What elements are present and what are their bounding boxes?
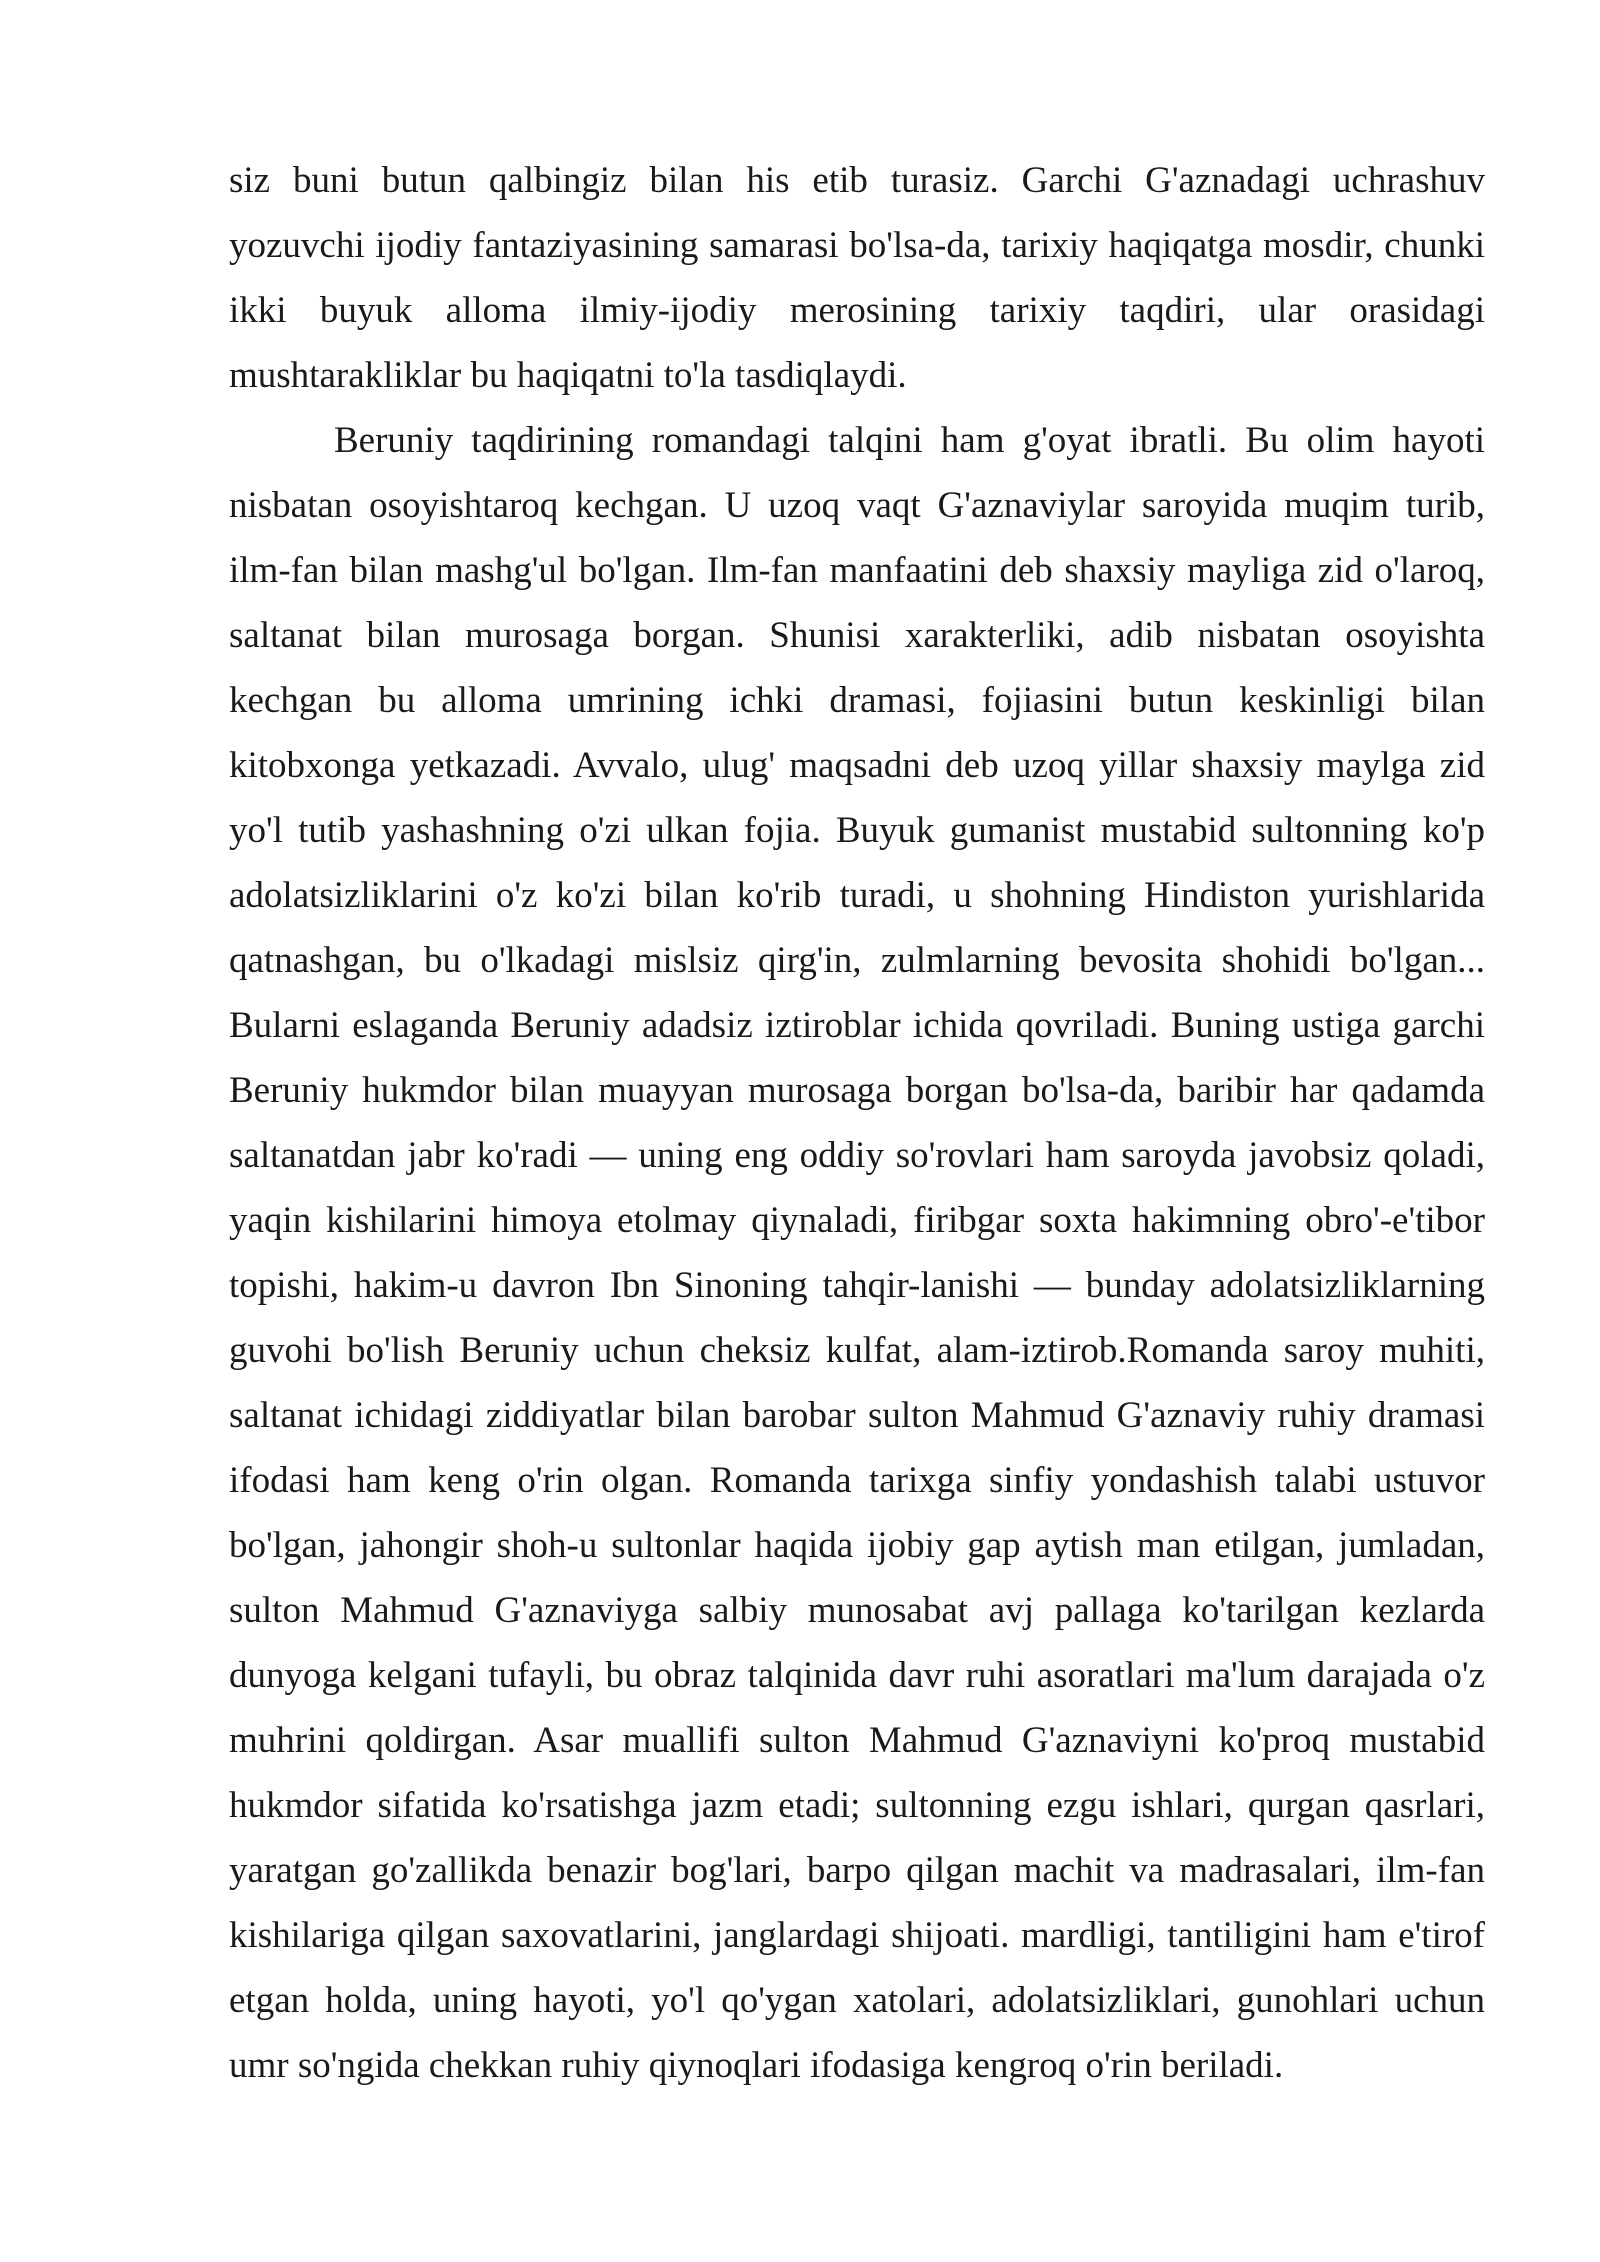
document-body [229,148,1485,2098]
paragraph-continuation: siz buni butun qalbingiz bilan his etib turasiz. Garchi G'aznadagi uchrashuv yozuvchi ijodiy fantaziyasining samarasi bo'lsa-da, tarixiy haqiqatga mosdir, chunki ikki buyuk alloma ilmiy-ijodiy merosining tarixiy taqdiri, ular orasidagi mushtarakliklar bu haqiqatni to'la tasdiqlaydi. [229,160,1485,396]
paragraph-beruniy: Beruniy taqdirining romandagi talqini ham g'oyat ibratli. Bu olim hayoti nisbatan osoyishtaroq kechgan. U uzoq vaqt G'aznaviylar saroyida muqim turib, ilm-fan bilan mashg'ul bo'lgan. Ilm-fan manfaatini deb shaxsiy mayliga zid o'laroq, saltanat bilan murosaga borgan. Shunisi xarakterliki, adib nisbatan osoyishta kechgan bu alloma umrining ichki dramasi, fojiasini butun keskinligi bilan kitobxonga yetkazadi. Avvalo, ulug' maqsadni deb uzoq yillar shaxsiy maylga zid yo'l tutib yashashning o'zi ulkan fojia. Buyuk gumanist mustabid sultonning ko'p adolatsizliklarini o'z ko'zi bilan ko'rib turadi, u shohning Hindiston yurishlarida qatnashgan, bu o'lkadagi mislsiz qirg'in, zulmlarning bevosita shohidi bo'lgan... Bularni eslaganda Beruniy adadsiz iztiroblar ichida qovriladi. Buning ustiga garchi Beruniy hukmdor bilan muayyan murosaga borgan bo'lsa-da, baribir har qadamda saltanatdan jabr ko'radi — uning eng oddiy so'rovlari ham saroyda javobsiz qoladi, yaqin kishilarini himoya etolmay qiynaladi, firibgar soxta hakimning obro'-e'tibor topishi, hakim-u davron Ibn Sinoning tahqir-lanishi — bunday adolatsizliklarning guvohi bo'lish Beruniy uchun cheksiz kulfat, alam-iztirob.Romanda saroy muhiti, saltanat ichidagi ziddiyatlar bilan barobar sulton Mahmud G'aznaviy ruhiy dramasi ifodasi ham keng o'rin olgan. Romanda tarixga sinfiy yondashish talabi ustuvor bo'lgan, jahongir shoh-u sultonlar haqida ijobiy gap aytish man etilgan, jumladan, sulton Mahmud G'aznaviyga salbiy munosabat avj pallaga ko'tarilgan kezlarda dunyoga kelgani tufayli, bu obraz talqinida davr ruhi asoratlari ma'lum darajada o'z muhrini qoldirgan. Asar muallifi sulton Mahmud G'aznaviyni ko'proq mustabid hukmdor sifatida ko'rsatishga jazm etadi; sultonning ezgu ishlari, qurgan qasrlari, yaratgan go'zallikda benazir bog'lari, barpo qilgan machit va madrasalari, ilm-fan kishilariga qilgan saxovatlarini, janglardagi shijoati. mardligi, tantiligini ham e'tirof etgan holda, uning hayoti, yo'l qo'ygan xatolari, adolatsizliklari, gunohlari uchun umr so'ngida chekkan ruhiy qiynoqlari ifodasiga kengroq o'rin beriladi. [229,420,1485,2086]
